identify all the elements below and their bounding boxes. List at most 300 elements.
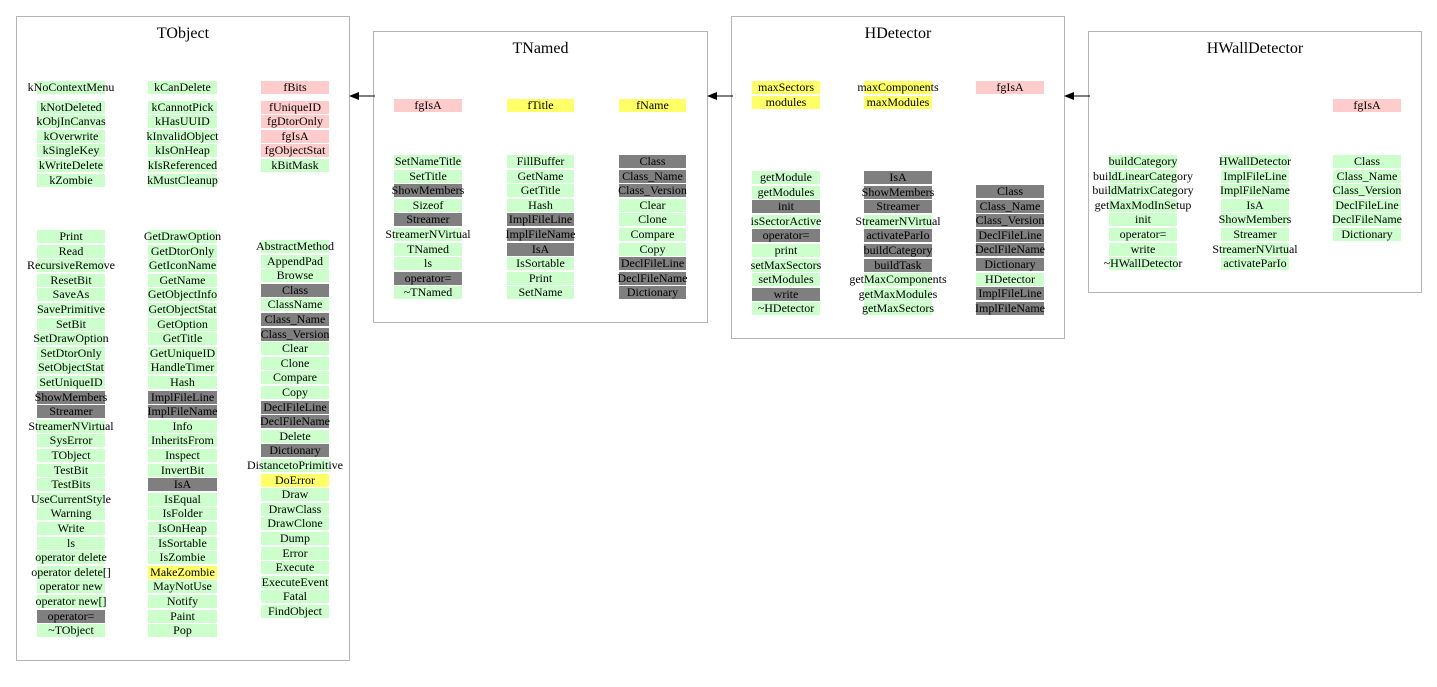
member-label: Compare: [630, 227, 675, 241]
class-member: [507, 184, 574, 197]
class-member: [394, 199, 462, 212]
member-label: SetName: [518, 285, 563, 299]
member-label: operator=: [1119, 227, 1167, 241]
class-member: [148, 507, 217, 520]
member-label: kNotDeleted: [40, 100, 102, 114]
member-label: GetDtorOnly: [150, 244, 215, 258]
member-label: DeclFileLine: [263, 400, 327, 414]
class-member: [507, 170, 574, 183]
class-member: [394, 170, 462, 183]
class-member: [37, 551, 105, 564]
class-member: [261, 430, 329, 443]
member-label: ~TNamed: [403, 285, 453, 299]
member-label: MayNotUse: [153, 579, 212, 593]
member-label: kOverwrite: [43, 129, 99, 143]
class-member: [37, 274, 105, 287]
member-label: getModules: [757, 185, 815, 199]
member-label: Read: [58, 244, 84, 258]
member-label: GetIconName: [148, 258, 217, 272]
class-member: [507, 199, 574, 212]
member-label: TestBits: [51, 477, 91, 491]
class-member: [976, 302, 1044, 315]
class-member: [752, 96, 820, 109]
member-label: Copy: [639, 242, 666, 256]
class-member: [619, 213, 686, 226]
class-member: [37, 144, 105, 157]
member-label: HDetector: [985, 272, 1035, 286]
member-label: GetOption: [157, 317, 208, 331]
member-label: operator new[]: [35, 594, 107, 608]
class-member: [148, 566, 217, 579]
class-member: [1333, 155, 1401, 168]
member-label: Class_Version: [260, 327, 330, 341]
class-member: [864, 96, 932, 109]
member-label: InheritsFrom: [151, 433, 214, 447]
class-member: [148, 478, 217, 491]
member-label: DrawClone: [267, 516, 323, 530]
member-label: RecursiveRemove: [27, 258, 115, 272]
member-label: IsA: [889, 170, 907, 184]
class-member: [37, 101, 105, 114]
class-member: [394, 286, 462, 299]
member-label: write: [1130, 242, 1156, 256]
class-member: [37, 303, 105, 316]
member-label: operator new: [39, 579, 103, 593]
class-member: [37, 405, 105, 418]
member-label: kSingleKey: [42, 143, 100, 157]
member-label: Draw: [281, 487, 309, 501]
class-member: [261, 474, 329, 487]
class-member: [1221, 170, 1289, 183]
member-label: StreamerNVirtual: [855, 214, 941, 228]
class-member: [247, 458, 343, 472]
member-label: kCannotPick: [151, 100, 214, 114]
class-member: [752, 259, 820, 272]
class-member: [37, 595, 105, 608]
class-member: [619, 155, 686, 168]
class-member: [619, 184, 686, 197]
member-label: fgIsA: [1353, 98, 1381, 112]
member-label: Dump: [280, 531, 310, 545]
member-label: ~HDetector: [757, 301, 815, 315]
class-member: [37, 230, 105, 243]
member-label: buildLinearCategory: [1093, 169, 1193, 183]
member-label: IsA: [531, 242, 550, 256]
member-label: MakeZombie: [150, 565, 215, 579]
member-label: Paint: [170, 609, 195, 623]
member-label: maxComponents: [857, 80, 939, 94]
class-member: [864, 200, 932, 213]
member-label: fgIsA: [996, 80, 1024, 94]
member-label: DoError: [275, 473, 315, 487]
class-member: [261, 130, 329, 143]
member-label: ImplFileName: [505, 227, 576, 241]
class-member: [148, 464, 217, 477]
member-label: Pop: [173, 623, 192, 637]
class-member: [37, 537, 105, 550]
member-label: SaveAs: [52, 287, 90, 301]
class-member: [148, 159, 217, 172]
member-label: Hash: [170, 375, 195, 389]
class-member: [261, 590, 329, 603]
member-label: GetTitle: [162, 331, 203, 345]
member-label: Dictionary: [984, 257, 1036, 271]
member-label: GetName: [159, 273, 206, 287]
class-member: [507, 99, 574, 112]
member-label: StreamerNVirtual: [1212, 242, 1298, 256]
member-label: Class_Name: [622, 169, 683, 183]
class-member: [1093, 169, 1193, 183]
member-label: Streamer: [49, 404, 93, 418]
member-label: Clone: [638, 212, 667, 226]
class-member: [261, 328, 329, 341]
member-label: GetDrawOption: [143, 229, 222, 243]
member-label: StreamerNVirtual: [28, 419, 114, 433]
member-label: DeclFileName: [1332, 212, 1402, 226]
class-member: [507, 228, 574, 241]
class-member: [394, 99, 462, 112]
member-label: IsSortable: [158, 536, 207, 550]
member-label: operator=: [404, 271, 452, 285]
member-label: ImplFileLine: [978, 286, 1042, 300]
member-label: SetTitle: [409, 169, 447, 183]
class-member: [976, 185, 1044, 198]
class-member: [261, 488, 329, 501]
class-member: [143, 229, 222, 243]
class-member: [394, 243, 462, 256]
member-label: kHasUUID: [155, 114, 210, 128]
member-label: fTitle: [527, 98, 554, 112]
class-member: [37, 478, 105, 491]
class-member: [261, 284, 329, 297]
member-label: ExecuteEvent: [261, 575, 329, 589]
member-label: Class: [1353, 154, 1381, 168]
class-member: [261, 561, 329, 574]
member-label: getMaxSectors: [862, 301, 934, 315]
member-label: ShowMembers: [34, 390, 108, 404]
member-label: SetDtorOnly: [40, 346, 102, 360]
member-label: activateParIo: [1223, 256, 1287, 270]
inheritance-arrow-tnamed-to-tobject: [348, 88, 376, 104]
class-member: [857, 80, 939, 94]
member-label: Class_Version: [1332, 183, 1402, 197]
member-label: Delete: [279, 429, 311, 443]
member-label: Clear: [282, 341, 308, 355]
class-member: [37, 347, 105, 360]
class-member: [1218, 154, 1292, 168]
member-label: Streamer: [876, 199, 920, 213]
class-member: [148, 81, 217, 94]
member-label: HWallDetector: [1218, 154, 1292, 168]
class-member: [37, 361, 105, 374]
member-label: kBitMask: [271, 158, 319, 172]
member-label: Print: [528, 271, 553, 285]
member-label: Warning: [50, 506, 92, 520]
member-label: buildCategory: [863, 243, 933, 257]
class-member: [1218, 212, 1292, 226]
class-member: [148, 274, 217, 287]
member-label: ImplFileName: [975, 301, 1045, 315]
class-member: [37, 115, 105, 128]
class-member: [261, 298, 329, 311]
class-member: [148, 551, 217, 564]
class-member: [752, 229, 820, 242]
class-member: [394, 155, 462, 168]
class-member: [37, 376, 105, 389]
class-member: [976, 229, 1044, 242]
member-label: activateParIo: [866, 228, 930, 242]
member-label: Streamer: [1233, 227, 1277, 241]
member-label: Compare: [273, 370, 317, 384]
class-member: [37, 288, 105, 301]
class-member: [148, 303, 217, 316]
class-member: [1212, 242, 1298, 256]
member-label: Class: [639, 154, 666, 168]
member-label: Class_Name: [264, 312, 326, 326]
member-label: GetObjectStat: [148, 302, 217, 316]
class-member: [752, 302, 820, 315]
member-label: Copy: [281, 385, 309, 399]
class-title: HWallDetector: [1206, 40, 1304, 57]
member-label: IsFolder: [162, 506, 203, 520]
member-label: init: [1134, 212, 1152, 226]
member-label: Clone: [280, 356, 310, 370]
member-label: ls: [66, 536, 76, 550]
member-label: GetObjectInfo: [147, 287, 218, 301]
class-member: [752, 288, 820, 301]
member-label: SetUniqueID: [39, 375, 103, 389]
class-member: [1103, 256, 1183, 270]
member-label: ls: [423, 256, 433, 270]
member-label: AbstractMethod: [256, 239, 334, 253]
class-member: [148, 522, 217, 535]
class-member: [37, 580, 105, 593]
member-label: Class: [281, 283, 309, 297]
class-title: HDetector: [864, 25, 932, 42]
class-member: [37, 624, 105, 637]
class-member: [394, 213, 462, 226]
member-label: init: [777, 199, 795, 213]
member-label: write: [773, 287, 799, 301]
class-member: [261, 444, 329, 457]
class-member: [752, 81, 820, 94]
class-member: [37, 449, 105, 462]
member-label: fBits: [283, 80, 307, 94]
class-member: [619, 170, 686, 183]
class-member: [148, 391, 217, 404]
class-member: [619, 243, 686, 256]
class-member: [261, 255, 329, 268]
class-member: [148, 376, 217, 389]
class-member: [752, 200, 820, 213]
class-member: [261, 371, 329, 384]
member-label: SetDrawOption: [33, 331, 109, 345]
member-label: DeclFileName: [975, 242, 1045, 256]
member-label: Notify: [166, 594, 199, 608]
member-label: HandleTimer: [150, 360, 215, 374]
class-member: [864, 259, 932, 272]
member-label: ShowMembers: [391, 183, 465, 197]
member-label: UseCurrentStyle: [31, 492, 111, 506]
class-member: [1094, 198, 1192, 212]
member-label: GetName: [517, 169, 564, 183]
class-member: [261, 269, 329, 282]
member-label: buildCategory: [1108, 154, 1178, 168]
member-label: Dictionary: [1341, 227, 1393, 241]
class-member: [1109, 228, 1177, 241]
class-member: [752, 186, 820, 199]
class-member: [864, 244, 932, 257]
class-member: [261, 605, 329, 618]
member-label: getMaxModInSetup: [1094, 198, 1192, 212]
class-member: [148, 624, 217, 637]
class-member: [864, 229, 932, 242]
member-label: ImplFileName: [1220, 183, 1290, 197]
class-member: [619, 257, 686, 270]
member-label: ~TObject: [48, 623, 94, 637]
class-member: [148, 101, 217, 114]
member-label: Browse: [276, 268, 314, 282]
member-label: GetUniqueID: [149, 346, 216, 360]
member-label: IsA: [173, 477, 192, 491]
member-label: ShowMembers: [861, 185, 935, 199]
class-member: [27, 80, 115, 94]
class-member: [976, 200, 1044, 213]
class-member: [148, 144, 217, 157]
class-member: [1333, 184, 1401, 197]
class-member: [27, 258, 115, 272]
class-member: [148, 449, 217, 462]
class-member: [31, 565, 111, 579]
member-label: fgDtorOnly: [267, 114, 323, 128]
member-label: IsEqual: [164, 492, 201, 506]
member-label: Class_Version: [618, 183, 687, 197]
class-member: [619, 286, 686, 299]
class-member: [261, 357, 329, 370]
class-member: [619, 272, 686, 285]
class-member: [261, 81, 329, 94]
member-label: TNamed: [407, 242, 449, 256]
class-member: [148, 174, 217, 187]
member-label: operator delete: [35, 550, 107, 564]
class-member: [261, 159, 329, 172]
inheritance-arrow-hwalldetector-to-hdetector: [1063, 88, 1091, 104]
member-label: Class_Version: [975, 213, 1045, 227]
class-member: [507, 213, 574, 226]
class-member: [507, 243, 574, 256]
class-member: [1333, 213, 1401, 226]
class-member: [148, 405, 217, 418]
member-label: buildMatrixCategory: [1092, 183, 1194, 197]
member-label: FindObject: [268, 604, 322, 618]
class-member: [261, 342, 329, 355]
class-member: [1333, 199, 1401, 212]
member-label: kIsReferenced: [147, 158, 218, 172]
class-member: [619, 199, 686, 212]
class-member: [256, 239, 334, 253]
member-label: Dictionary: [269, 443, 321, 457]
member-label: setMaxSectors: [750, 258, 822, 272]
class-member: [37, 464, 105, 477]
class-member: [507, 272, 574, 285]
class-member: [1221, 228, 1289, 241]
member-label: SavePrimitive: [37, 302, 105, 316]
member-label: fgIsA: [414, 98, 442, 112]
class-member: [28, 419, 114, 433]
member-label: ImplFileLine: [508, 212, 573, 226]
class-member: [507, 286, 574, 299]
inheritance-arrow-hdetector-to-tnamed: [706, 88, 734, 104]
class-member: [261, 503, 329, 516]
class-member: [37, 318, 105, 331]
class-member: [34, 390, 108, 404]
class-member: [148, 537, 217, 550]
member-label: maxModules: [866, 95, 930, 109]
member-label: IsA: [1246, 198, 1264, 212]
member-label: kMustCleanup: [147, 173, 218, 187]
class-member: [976, 214, 1044, 227]
member-label: ResetBit: [50, 273, 92, 287]
member-label: Inspect: [165, 448, 200, 462]
member-label: getMaxComponents: [849, 272, 947, 286]
member-label: buildTask: [874, 258, 922, 272]
member-label: IsZombie: [159, 550, 206, 564]
member-label: Streamer: [406, 212, 450, 226]
class-member: [619, 99, 686, 112]
class-member: [148, 332, 217, 345]
member-label: operator delete[]: [31, 565, 111, 579]
class-member: [394, 257, 462, 270]
class-member: [148, 361, 217, 374]
class-member: [752, 215, 820, 228]
class-member: [148, 259, 217, 272]
class-member: [261, 101, 329, 114]
class-member: [37, 610, 105, 623]
member-label: maxSectors: [758, 80, 814, 94]
class-member: [619, 228, 686, 241]
class-member: [148, 288, 217, 301]
member-label: TestBit: [53, 463, 89, 477]
class-member: [261, 144, 329, 157]
member-label: ImplFileName: [147, 404, 218, 418]
member-label: DeclFileLine: [978, 228, 1042, 242]
member-label: Print: [59, 229, 83, 243]
member-label: SetBit: [55, 317, 87, 331]
class-member: [148, 347, 217, 360]
member-label: IsOnHeap: [158, 521, 207, 535]
class-member: [261, 517, 329, 530]
class-member: [37, 174, 105, 187]
member-label: Hash: [528, 198, 553, 212]
class-member: [394, 272, 462, 285]
member-label: modules: [765, 95, 807, 109]
class-member: [148, 595, 217, 608]
member-label: kCanDelete: [154, 80, 211, 94]
member-label: isSectorActive: [750, 214, 822, 228]
class-member: [148, 130, 217, 143]
member-label: kInvalidObject: [146, 129, 219, 143]
class-member: [148, 580, 217, 593]
class-title: TNamed: [512, 40, 569, 57]
member-label: InvertBit: [160, 463, 205, 477]
member-label: ~HWallDetector: [1103, 256, 1183, 270]
member-label: Fatal: [283, 589, 307, 603]
class-member: [1109, 243, 1177, 256]
member-label: Class_Name: [1336, 169, 1398, 183]
class-member: [507, 257, 574, 270]
class-member: [976, 81, 1044, 94]
class-member: [31, 492, 111, 506]
